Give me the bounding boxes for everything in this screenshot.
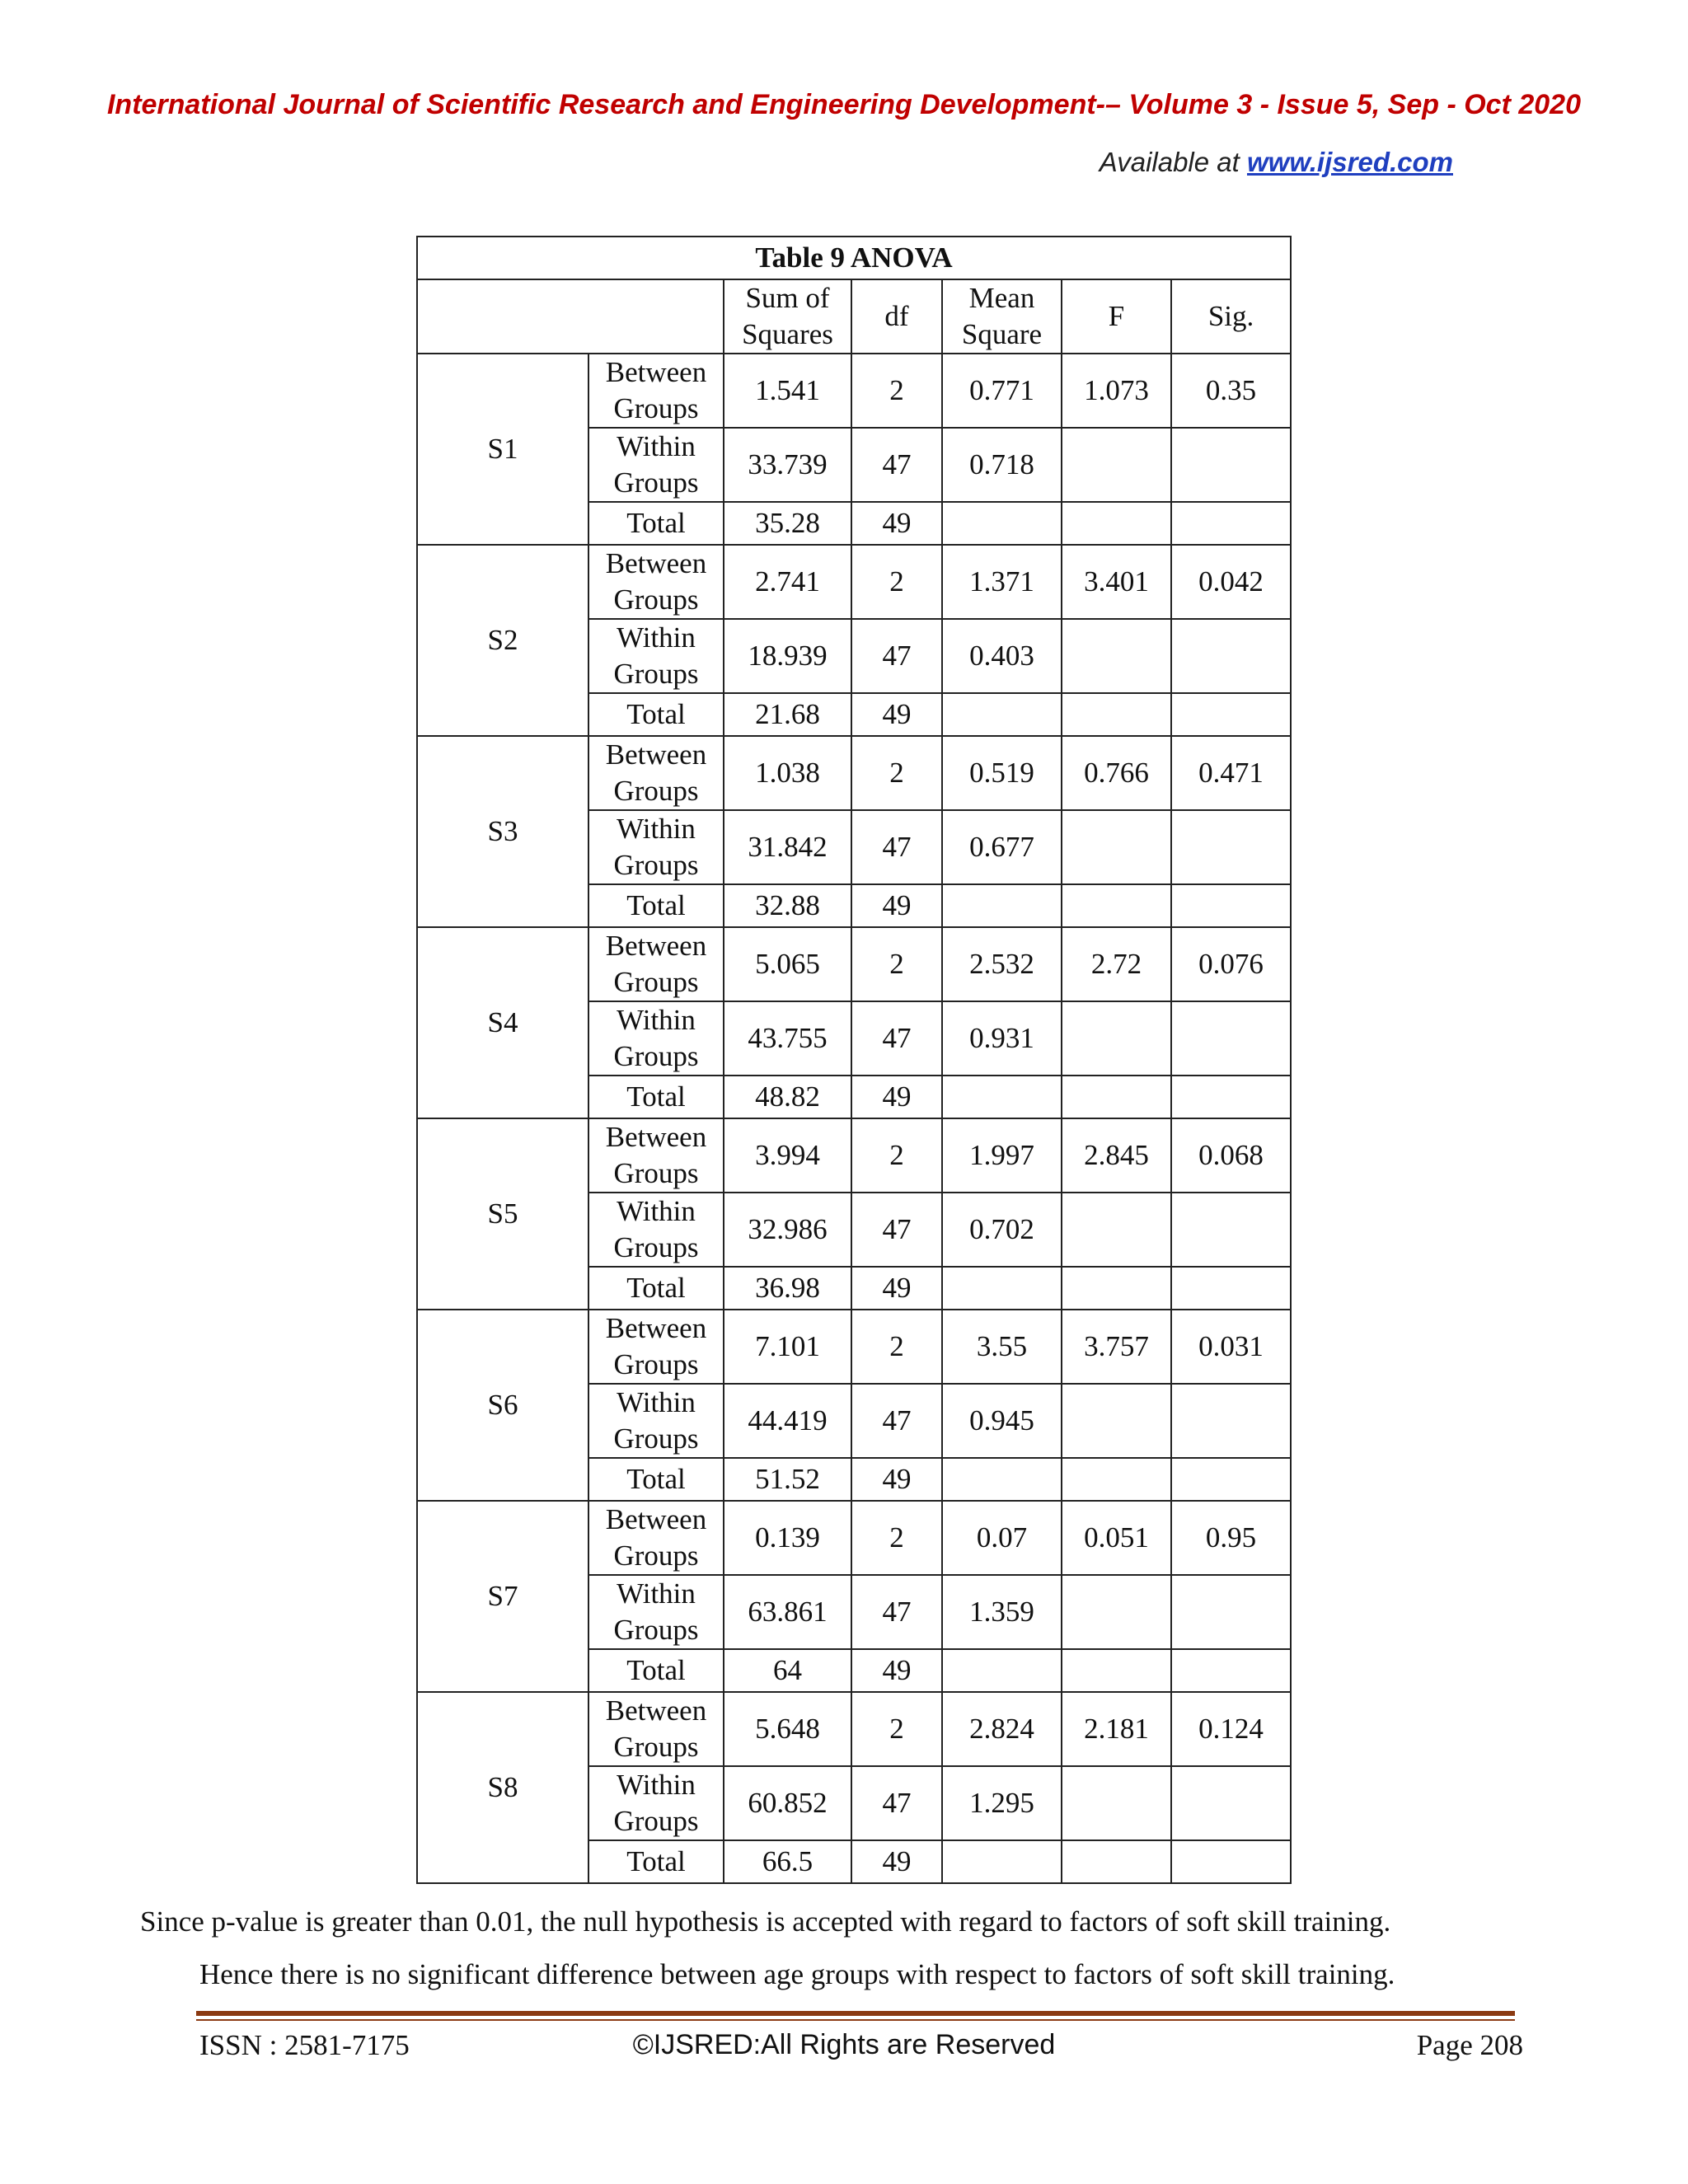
sig-value-cell: 0.031 [1171, 1310, 1291, 1384]
df-cell: 49 [851, 1267, 942, 1310]
mean-square-cell [942, 1076, 1062, 1118]
row-type-cell: Total [588, 1840, 724, 1883]
f-value-cell: 2.72 [1062, 927, 1171, 1001]
row-type-cell: Within Groups [588, 619, 724, 693]
column-header: F [1062, 279, 1171, 354]
f-value-cell [1062, 1458, 1171, 1501]
group-label: S6 [417, 1310, 588, 1501]
sum-of-squares-cell: 66.5 [724, 1840, 851, 1883]
sum-of-squares-cell: 35.28 [724, 502, 851, 545]
f-value-cell: 1.073 [1062, 354, 1171, 428]
sig-value-cell [1171, 1076, 1291, 1118]
df-cell: 49 [851, 1458, 942, 1501]
f-value-cell [1062, 693, 1171, 736]
mean-square-cell: 0.718 [942, 428, 1062, 502]
sum-of-squares-cell: 18.939 [724, 619, 851, 693]
row-type-cell: Within Groups [588, 1001, 724, 1076]
column-header: Mean Square [942, 279, 1062, 354]
row-type-cell: Within Groups [588, 1575, 724, 1649]
anova-table [416, 236, 1292, 1884]
journal-website-link[interactable]: www.ijsred.com [1246, 147, 1453, 177]
mean-square-cell: 0.677 [942, 810, 1062, 884]
sum-of-squares-cell: 5.648 [724, 1692, 851, 1766]
df-cell: 49 [851, 884, 942, 927]
mean-square-cell: 3.55 [942, 1310, 1062, 1384]
group-label: S3 [417, 736, 588, 927]
f-value-cell [1062, 502, 1171, 545]
sum-of-squares-cell: 1.541 [724, 354, 851, 428]
f-value-cell: 3.757 [1062, 1310, 1171, 1384]
df-cell: 47 [851, 619, 942, 693]
df-cell: 2 [851, 736, 942, 810]
row-type-cell: Between Groups [588, 1692, 724, 1766]
mean-square-cell [942, 1458, 1062, 1501]
sum-of-squares-cell: 2.741 [724, 545, 851, 619]
mean-square-cell [942, 693, 1062, 736]
mean-square-cell [942, 502, 1062, 545]
sig-value-cell: 0.068 [1171, 1118, 1291, 1193]
header-blank [417, 279, 724, 354]
sig-value-cell [1171, 1575, 1291, 1649]
row-type-cell: Total [588, 1076, 724, 1118]
f-value-cell [1062, 1649, 1171, 1692]
sig-value-cell: 0.076 [1171, 927, 1291, 1001]
mean-square-cell: 1.359 [942, 1575, 1062, 1649]
f-value-cell [1062, 1267, 1171, 1310]
footer-rule [196, 2019, 1515, 2021]
df-cell: 49 [851, 1840, 942, 1883]
available-at [1100, 147, 1453, 178]
df-cell: 2 [851, 1310, 942, 1384]
footer-page-number: Page 208 [1416, 2029, 1523, 2061]
conclusion-paragraph: Since p-value is greater than 0.01, the null hypothesis is accepted with regard to factors of soft skill training. [140, 1905, 1391, 1938]
mean-square-cell [942, 884, 1062, 927]
mean-square-cell [942, 1649, 1062, 1692]
row-type-cell: Within Groups [588, 810, 724, 884]
sig-value-cell [1171, 810, 1291, 884]
group-label: S8 [417, 1692, 588, 1883]
column-header: Sig. [1171, 279, 1291, 354]
mean-square-cell: 0.931 [942, 1001, 1062, 1076]
df-cell: 2 [851, 1692, 942, 1766]
sig-value-cell [1171, 1766, 1291, 1840]
sig-value-cell [1171, 1649, 1291, 1692]
row-type-cell: Total [588, 693, 724, 736]
sum-of-squares-cell: 31.842 [724, 810, 851, 884]
row-type-cell: Total [588, 502, 724, 545]
sum-of-squares-cell: 21.68 [724, 693, 851, 736]
sum-of-squares-cell: 1.038 [724, 736, 851, 810]
sum-of-squares-cell: 64 [724, 1649, 851, 1692]
f-value-cell: 3.401 [1062, 545, 1171, 619]
mean-square-cell: 0.702 [942, 1193, 1062, 1267]
sum-of-squares-cell: 51.52 [724, 1458, 851, 1501]
row-type-cell: Total [588, 1267, 724, 1310]
f-value-cell [1062, 1840, 1171, 1883]
sum-of-squares-cell: 3.994 [724, 1118, 851, 1193]
sig-value-cell [1171, 693, 1291, 736]
sig-value-cell: 0.124 [1171, 1692, 1291, 1766]
f-value-cell [1062, 884, 1171, 927]
group-label: S5 [417, 1118, 588, 1310]
df-cell: 49 [851, 1649, 942, 1692]
sig-value-cell [1171, 502, 1291, 545]
mean-square-cell: 1.997 [942, 1118, 1062, 1193]
sig-value-cell [1171, 619, 1291, 693]
row-type-cell: Between Groups [588, 927, 724, 1001]
mean-square-cell: 0.07 [942, 1501, 1062, 1575]
f-value-cell [1062, 1766, 1171, 1840]
f-value-cell [1062, 1384, 1171, 1458]
sum-of-squares-cell: 0.139 [724, 1501, 851, 1575]
row-type-cell: Within Groups [588, 428, 724, 502]
row-type-cell: Between Groups [588, 1310, 724, 1384]
table-caption: Table 9 ANOVA [417, 237, 1291, 279]
table-row [417, 736, 1291, 810]
conclusion-paragraph: Hence there is no significant difference between age groups with respect to factors of soft skill training. [199, 1958, 1395, 1990]
df-cell: 47 [851, 1575, 942, 1649]
df-cell: 49 [851, 1076, 942, 1118]
row-type-cell: Between Groups [588, 354, 724, 428]
df-cell: 2 [851, 354, 942, 428]
sum-of-squares-cell: 48.82 [724, 1076, 851, 1118]
mean-square-cell: 0.519 [942, 736, 1062, 810]
mean-square-cell: 0.403 [942, 619, 1062, 693]
group-label: S7 [417, 1501, 588, 1692]
footer-rule [196, 2011, 1515, 2016]
df-cell: 2 [851, 545, 942, 619]
df-cell: 47 [851, 810, 942, 884]
df-cell: 49 [851, 693, 942, 736]
mean-square-cell: 2.824 [942, 1692, 1062, 1766]
f-value-cell [1062, 810, 1171, 884]
mean-square-cell: 1.295 [942, 1766, 1062, 1840]
group-label: S1 [417, 354, 588, 545]
sum-of-squares-cell: 43.755 [724, 1001, 851, 1076]
table-row [417, 354, 1291, 428]
table-row [417, 1692, 1291, 1766]
row-type-cell: Total [588, 884, 724, 927]
sum-of-squares-cell: 33.739 [724, 428, 851, 502]
sum-of-squares-cell: 60.852 [724, 1766, 851, 1840]
sum-of-squares-cell: 32.986 [724, 1193, 851, 1267]
mean-square-cell: 0.771 [942, 354, 1062, 428]
sum-of-squares-cell: 7.101 [724, 1310, 851, 1384]
sig-value-cell [1171, 1840, 1291, 1883]
sig-value-cell [1171, 1001, 1291, 1076]
f-value-cell: 2.181 [1062, 1692, 1171, 1766]
sum-of-squares-cell: 32.88 [724, 884, 851, 927]
f-value-cell [1062, 1001, 1171, 1076]
column-header: Sum of Squares [724, 279, 851, 354]
sig-value-cell [1171, 1384, 1291, 1458]
sig-value-cell [1171, 428, 1291, 502]
df-cell: 47 [851, 1766, 942, 1840]
mean-square-cell: 2.532 [942, 927, 1062, 1001]
df-cell: 2 [851, 1501, 942, 1575]
row-type-cell: Within Groups [588, 1193, 724, 1267]
mean-square-cell: 1.371 [942, 545, 1062, 619]
row-type-cell: Between Groups [588, 1501, 724, 1575]
footer-copyright: ©IJSRED:All Rights are Reserved [632, 2029, 1056, 2060]
column-header: df [851, 279, 942, 354]
table-row [417, 1310, 1291, 1384]
sum-of-squares-cell: 5.065 [724, 927, 851, 1001]
row-type-cell: Total [588, 1458, 724, 1501]
df-cell: 2 [851, 1118, 942, 1193]
row-type-cell: Between Groups [588, 545, 724, 619]
sum-of-squares-cell: 44.419 [724, 1384, 851, 1458]
df-cell: 47 [851, 1384, 942, 1458]
row-type-cell: Within Groups [588, 1384, 724, 1458]
table-row [417, 1118, 1291, 1193]
f-value-cell [1062, 619, 1171, 693]
mean-square-cell: 0.945 [942, 1384, 1062, 1458]
f-value-cell [1062, 428, 1171, 502]
f-value-cell [1062, 1575, 1171, 1649]
row-type-cell: Between Groups [588, 736, 724, 810]
sig-value-cell [1171, 1267, 1291, 1310]
row-type-cell: Total [588, 1649, 724, 1692]
sig-value-cell: 0.042 [1171, 545, 1291, 619]
group-label: S2 [417, 545, 588, 736]
sum-of-squares-cell: 63.861 [724, 1575, 851, 1649]
group-label: S4 [417, 927, 588, 1118]
footer-issn: ISSN : 2581-7175 [199, 2029, 410, 2061]
table-row [417, 927, 1291, 1001]
f-value-cell [1062, 1193, 1171, 1267]
sig-value-cell: 0.471 [1171, 736, 1291, 810]
sig-value-cell: 0.35 [1171, 354, 1291, 428]
sig-value-cell [1171, 1458, 1291, 1501]
journal-header: International Journal of Scientific Research and Engineering Development-– Volume 3 - Issue 5, Sep - Oct 2020 [106, 89, 1581, 120]
row-type-cell: Between Groups [588, 1118, 724, 1193]
df-cell: 2 [851, 927, 942, 1001]
table-row [417, 545, 1291, 619]
df-cell: 49 [851, 502, 942, 545]
available-prefix: Available at [1099, 147, 1247, 177]
sig-value-cell [1171, 884, 1291, 927]
sum-of-squares-cell: 36.98 [724, 1267, 851, 1310]
f-value-cell: 0.051 [1062, 1501, 1171, 1575]
mean-square-cell [942, 1267, 1062, 1310]
table-row [417, 1501, 1291, 1575]
f-value-cell: 2.845 [1062, 1118, 1171, 1193]
sig-value-cell [1171, 1193, 1291, 1267]
f-value-cell: 0.766 [1062, 736, 1171, 810]
df-cell: 47 [851, 428, 942, 502]
mean-square-cell [942, 1840, 1062, 1883]
f-value-cell [1062, 1076, 1171, 1118]
row-type-cell: Within Groups [588, 1766, 724, 1840]
df-cell: 47 [851, 1193, 942, 1267]
df-cell: 47 [851, 1001, 942, 1076]
sig-value-cell: 0.95 [1171, 1501, 1291, 1575]
